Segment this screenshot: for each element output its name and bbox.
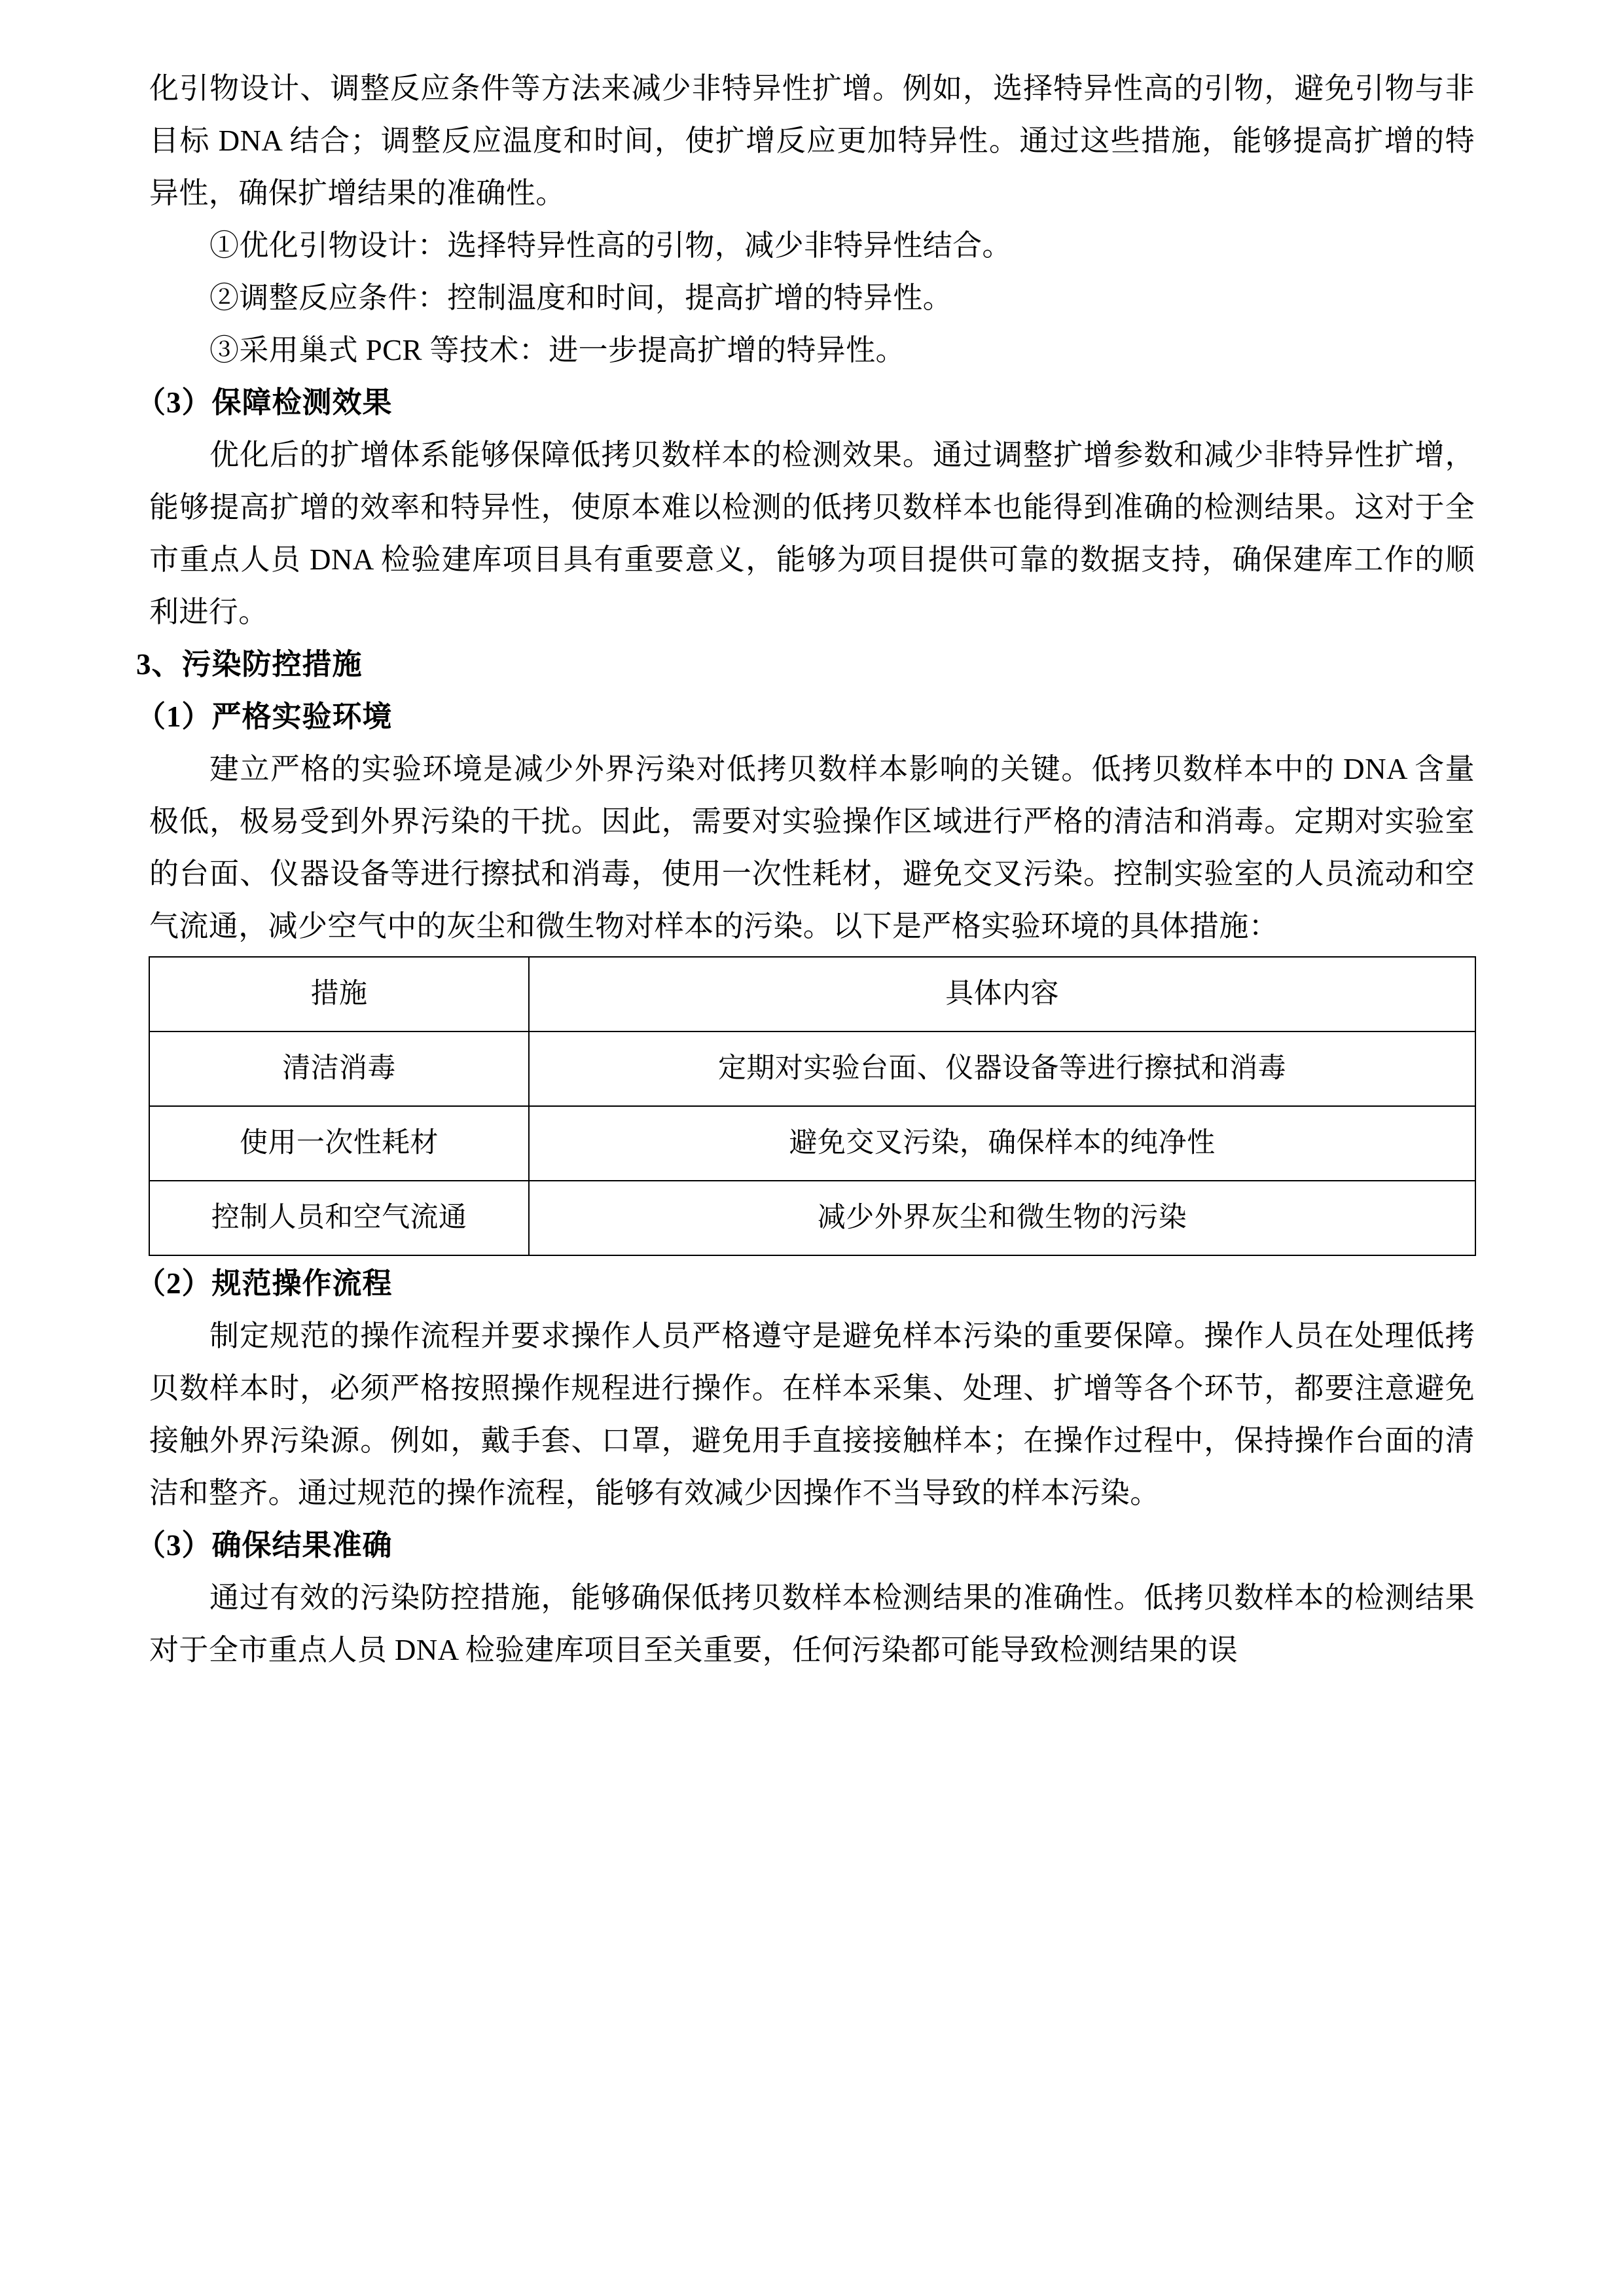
list-item-nested-pcr: ③采用巢式 PCR 等技术：进一步提高扩增的特异性。	[209, 334, 905, 367]
table-row	[149, 1106, 1475, 1181]
table-cell-details: 减少外界灰尘和微生物的污染	[529, 1181, 1475, 1255]
table-cell-details: 定期对实验台面、仪器设备等进行擦拭和消毒	[529, 1031, 1475, 1106]
paragraph-ensure-accurate-results: 通过有效的污染防控措施，能够确保低拷贝数样本检测结果的准确性。低拷贝数样本的检测结果对于全市重点人员 DNA 检验建库项目至关重要，任何污染都可能导致检测结果的误	[149, 1581, 1475, 1666]
heading-strict-lab-environment: （1）严格实验环境	[136, 700, 393, 733]
list-item-optimize-primer-design: ①优化引物设计：选择特异性高的引物，减少非特异性结合。	[209, 229, 1012, 262]
list-item-adjust-reaction-conditions: ②调整反应条件：控制温度和时间，提高扩增的特异性。	[209, 281, 953, 314]
table-cell-details: 避免交叉污染，确保样本的纯净性	[529, 1106, 1475, 1181]
table-cell-measure: 控制人员和空气流通	[149, 1181, 529, 1255]
paragraph-standard-operating-procedure: 制定规范的操作流程并要求操作人员严格遵守是避免样本污染的重要保障。操作人员在处理低拷贝数样本时，必须严格按照操作规程进行操作。在样本采集、处理、扩增等各个环节，都要注意避免接触外界污染源。例如，戴手套、口罩，避免用手直接接触样本；在操作过程中，保持操作台面的清洁和整齐。通过规范的操作流程，能够有效减少因操作不当导致的样本污染。	[149, 1319, 1475, 1509]
heading-ensure-detection-effect: （3）保障检测效果	[136, 386, 393, 419]
document-body	[136, 62, 1475, 1676]
measures-table	[149, 956, 1476, 1256]
heading-standard-operating-procedure: （2）规范操作流程	[136, 1267, 393, 1300]
table-cell-measure: 清洁消毒	[149, 1031, 529, 1106]
paragraph-continued-amplification: 化引物设计、调整反应条件等方法来减少非特异性扩增。例如，选择特异性高的引物，避免引物与非目标 DNA 结合；调整反应温度和时间，使扩增反应更加特异性。通过这些措施，能够提高扩增的特异性，确保扩增结果的准确性。	[149, 72, 1475, 209]
paragraph-ensure-detection-effect: 优化后的扩增体系能够保障低拷贝数样本的检测效果。通过调整扩增参数和减少非特异性扩增，能够提高扩增的效率和特异性，使原本难以检测的低拷贝数样本也能得到准确的检测结果。这对于全市重点人员 DNA 检验建库项目具有重要意义，能够为项目提供可靠的数据支持，确保建库工作的顺利进行。	[149, 439, 1475, 628]
measures-table-wrapper	[149, 956, 1475, 1256]
table-header-details: 具体内容	[529, 957, 1475, 1031]
table-cell-measure: 使用一次性耗材	[149, 1106, 529, 1181]
paragraph-strict-lab-environment: 建立严格的实验环境是减少外界污染对低拷贝数样本影响的关键。低拷贝数样本中的 DNA 含量极低，极易受到外界污染的干扰。因此，需要对实验操作区域进行严格的清洁和消毒。定期对实验室的台面、仪器设备等进行擦拭和消毒，使用一次性耗材，避免交叉污染。控制实验室的人员流动和空气流通，减少空气中的灰尘和微生物对样本的污染。以下是严格实验环境的具体措施：	[149, 753, 1475, 942]
heading-ensure-accurate-results: （3）确保结果准确	[136, 1529, 393, 1562]
table-header-row	[149, 957, 1475, 1031]
table-header-measure: 措施	[149, 957, 529, 1031]
heading-contamination-control-measures: 3、污染防控措施	[136, 648, 363, 681]
table-row	[149, 1181, 1475, 1255]
table-row	[149, 1031, 1475, 1106]
